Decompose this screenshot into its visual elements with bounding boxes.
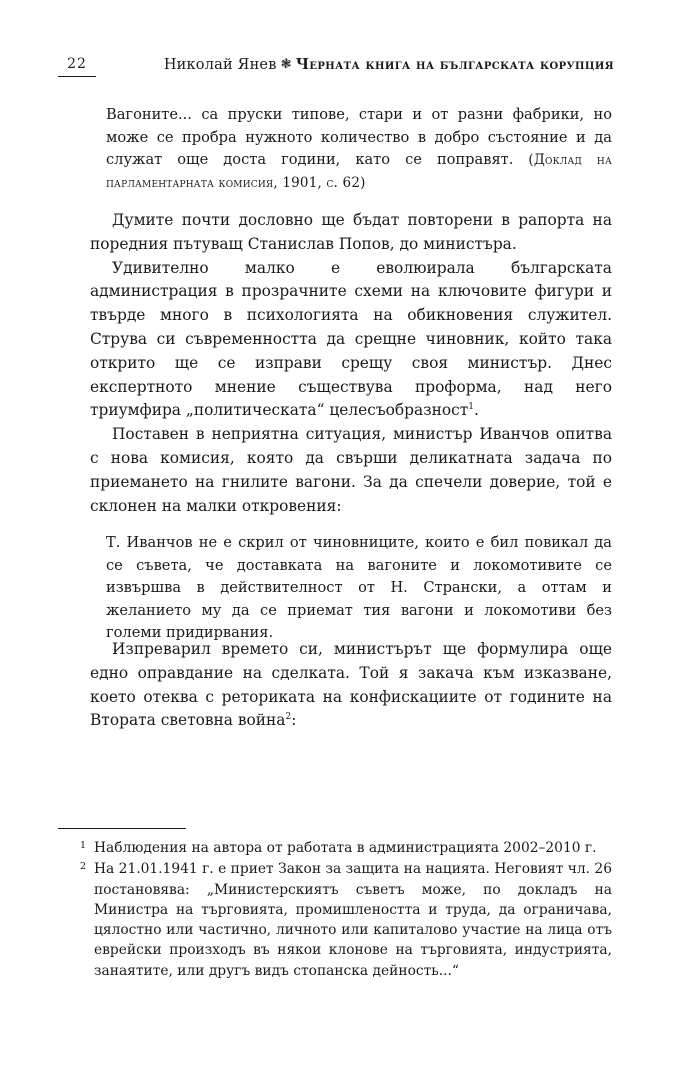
paragraph-4-end: : <box>291 711 297 730</box>
footnote-separator <box>58 828 186 829</box>
footnotes <box>58 838 612 982</box>
paragraph-1: Думите почти дословно ще бъдат повторени в рапорта на поредния пътуващ Станислав Попов, до министъра. <box>90 211 612 253</box>
paragraph-2-text: Удивително малко е еволюирала българската администрация в прозрачните схеми на ключовите фигури и твърде много в психологията на обикновения служител. Струва си съвременността да срещне чиновник, който така открито ще се изправи срещу своя министър. Днес експертното мнение съществува проформа, над него триумфира „политическата“ целесъобразност <box>90 258 612 420</box>
footnote-1 <box>58 838 612 858</box>
footnote-ref-1[interactable]: 1 <box>468 402 474 413</box>
flower-ornament-icon: ❃ <box>280 57 292 72</box>
page-number: 22 <box>67 56 87 72</box>
footnote-ref-2[interactable]: 2 <box>285 712 292 723</box>
block-quote-1 <box>106 104 612 194</box>
paragraph-4-text: Изпреварил времето си, министърът ще формулира още едно оправдание на сделката. Той я закача към изказване, което отеква с реториката на конфискациите от годините на Втората световна война <box>90 640 612 730</box>
quote-paragraph <box>106 104 612 194</box>
page-number-rule <box>58 76 96 77</box>
paragraph-3: Поставен в неприятна ситуация, министър Иванчов опитва с нова комисия, която да свърши деликатната задача по приемането на гнилите вагони. За да спечели доверие, той е склонен на малки откровения: <box>90 425 612 515</box>
quote-2-text: Т. Иванчов не е скрил от чиновниците, които е бил повикал да се съвета, че доставката на вагоните и локомотивите се извършва в действителност от Н. Странски, а оттам и желанието му да се приемат тия вагони и локомотиви без големи придирвания. <box>106 534 612 641</box>
footnote-mark: 1 <box>80 840 87 851</box>
paragraph-2-end: . <box>473 401 479 420</box>
running-title <box>164 56 614 73</box>
footnote-text: На 21.01.1941 г. е приет Закон за защита на нацията. Неговият чл. 26 постановява: „Министерскиятъ съветъ може, по докладъ на Министра на търговията, промишлеността и труда, да ограничава, цялостно или частично, личното или капиталово участие на лица отъ еврейски произходъ въ някои клонове на търговията, индустрията, занаятите, или другъ видъ стопанска дейность...“ <box>94 861 612 979</box>
body-text-1 <box>90 209 612 518</box>
paragraph-2 <box>90 257 612 424</box>
running-book-title: Черната книга на българската корупция <box>295 56 614 73</box>
paragraph-4 <box>90 638 612 733</box>
footnote-2 <box>58 859 612 981</box>
footnote-text: Наблюдения на автора от работата в администрацията 2002–2010 г. <box>94 840 597 856</box>
running-header <box>58 56 614 80</box>
footnote-mark: 2 <box>80 861 87 873</box>
body-text-2 <box>90 638 612 733</box>
block-quote-2 <box>106 532 612 645</box>
quote-text: Вагоните... са пруски типове, стари и от разни фабрики, но може се пробра нужното количество в добро състояние и да служат още доста години, като се поправят. <box>106 106 612 168</box>
quote-source: (Доклад на парламентарната комисия, 1901, с. 62) <box>106 152 612 191</box>
running-author: Николай Янев <box>163 57 277 73</box>
